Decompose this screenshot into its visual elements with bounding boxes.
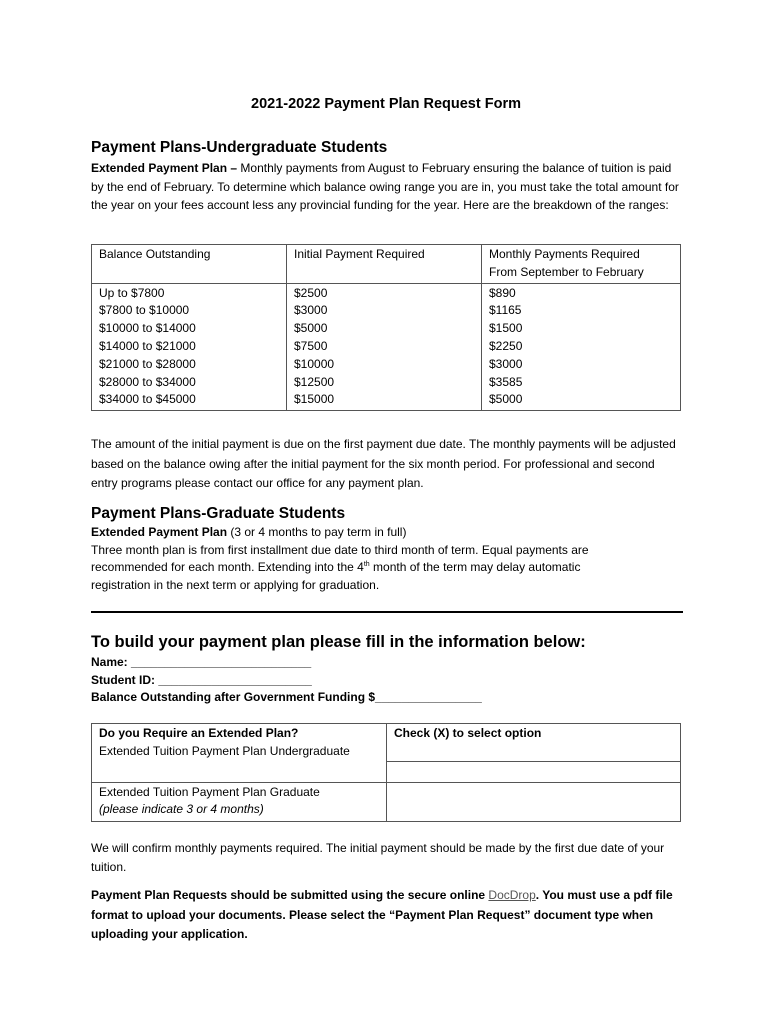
table-body-row (92, 283, 681, 411)
table-cell: $3585 (489, 374, 523, 389)
table-cell: $1165 (489, 303, 522, 318)
table-cell: $7800 to $10000 (99, 303, 190, 318)
table-cell: $10000 (294, 356, 335, 371)
option-grad-check[interactable] (387, 782, 681, 821)
docdrop-link[interactable]: DocDrop (488, 888, 536, 902)
option-row (92, 762, 681, 783)
options-header-plan (92, 724, 387, 762)
name-field[interactable]: Name: ___________________________ (91, 655, 312, 669)
grad-plan-suffix: (3 or 4 months to pay term in full) (227, 525, 407, 539)
submit-instructions (91, 886, 681, 945)
undergrad-plan-label: Extended Payment Plan – (91, 161, 238, 175)
table-cell: $5000 (294, 321, 328, 336)
header-monthly (482, 245, 681, 284)
grad-plan-label: Extended Payment Plan (91, 525, 228, 539)
grad-line-1: Three month plan is from first installment due date to third month of term. Equal payments are (91, 542, 589, 557)
confirm-text: We will confirm monthly payments required. The initial payment should be made by the first due date of your tuition. (91, 841, 665, 874)
initial-column (287, 283, 482, 411)
payment-ranges-table (91, 244, 681, 411)
header-initial: Initial Payment Required (287, 245, 482, 284)
grad-line-2-sup: th (363, 561, 370, 568)
table-cell: $28000 to $34000 (99, 374, 196, 389)
table-cell: $1500 (489, 321, 523, 336)
table-cell: $21000 to $28000 (99, 356, 196, 371)
form-heading: To build your payment plan please fill in the information below: (91, 633, 586, 651)
grad-plan-line (91, 524, 681, 542)
options-header-check: Check (X) to select option (387, 724, 681, 762)
balance-field[interactable]: Balance Outstanding after Government Funding $________________ (91, 690, 482, 704)
table-cell: Up to $7800 (99, 285, 165, 300)
table-cell: $5000 (489, 392, 523, 407)
grad-description (91, 524, 681, 594)
option-grad-label: Extended Tuition Payment Plan Graduate (99, 784, 320, 799)
grad-heading: Payment Plans-Graduate Students (91, 505, 346, 522)
option-undergrad-label: Extended Tuition Payment Plan Undergraduate (99, 743, 350, 758)
table-cell: $3000 (294, 303, 328, 318)
balance-column (92, 283, 287, 411)
monthly-column (482, 283, 681, 411)
section-divider (91, 611, 683, 613)
table-cell: $15000 (294, 392, 335, 407)
header-monthly-line2: From September to February (489, 264, 644, 279)
options-header-row (92, 724, 681, 762)
table-cell: $34000 to $45000 (99, 392, 196, 407)
grad-line-2-a: recommended for each month. Extending into the 4 (91, 560, 364, 574)
header-balance: Balance Outstanding (92, 245, 287, 284)
table-cell: $2500 (294, 285, 328, 300)
undergrad-heading: Payment Plans-Undergraduate Students (91, 139, 388, 156)
option-grad-cell (92, 782, 387, 821)
grad-line-2 (91, 559, 681, 577)
options-header-plan-text: Do you Require an Extended Plan? (99, 726, 299, 740)
table-header-row (92, 245, 681, 284)
table-cell: $10000 to $14000 (99, 321, 196, 336)
option-row (92, 782, 681, 821)
grad-line-3: registration in the next term or applying for graduation. (91, 577, 380, 592)
option-undergrad-spacer (92, 762, 387, 783)
header-monthly-line1: Monthly Payments Required (489, 247, 640, 261)
page-title: 2021-2022 Payment Plan Request Form (251, 96, 521, 112)
plan-options-table (91, 723, 681, 822)
undergrad-description (91, 159, 681, 215)
submit-text-b: . You must use a pdf file format to upload your documents. Please select the “Payment Plan Request” document type when uploading your application. (91, 888, 673, 941)
table-cell: $2250 (489, 338, 523, 353)
option-grad-note: (please indicate 3 or 4 months) (99, 802, 264, 817)
table-cell: $14000 to $21000 (99, 338, 196, 353)
grad-line-2-b: month of the term may delay automatic (369, 560, 581, 574)
table-cell: $7500 (294, 338, 328, 353)
undergrad-description-text: Monthly payments from August to February ensuring the balance of tuition is paid by the end of February. To determine which balance owing range you are in, you must take the total amount for the year on your fees account less any provincial funding for the year. Here are the breakdown of the ranges: (91, 161, 679, 212)
table-cell: $3000 (489, 356, 523, 371)
undergrad-note: The amount of the initial payment is due on the first payment due date. The monthly payments will be adjusted based on the balance owing after the initial payment for the six month period. For professional and second entry programs please contact our office for any payment plan. (91, 437, 676, 490)
option-undergrad-check[interactable] (387, 762, 681, 783)
table-cell: $890 (489, 285, 516, 300)
table-cell: $12500 (294, 374, 335, 389)
form-fields (91, 654, 681, 707)
student-id-field[interactable]: Student ID: _______________________ (91, 672, 312, 687)
submit-text-a: Payment Plan Requests should be submitted using the secure online (91, 888, 489, 902)
